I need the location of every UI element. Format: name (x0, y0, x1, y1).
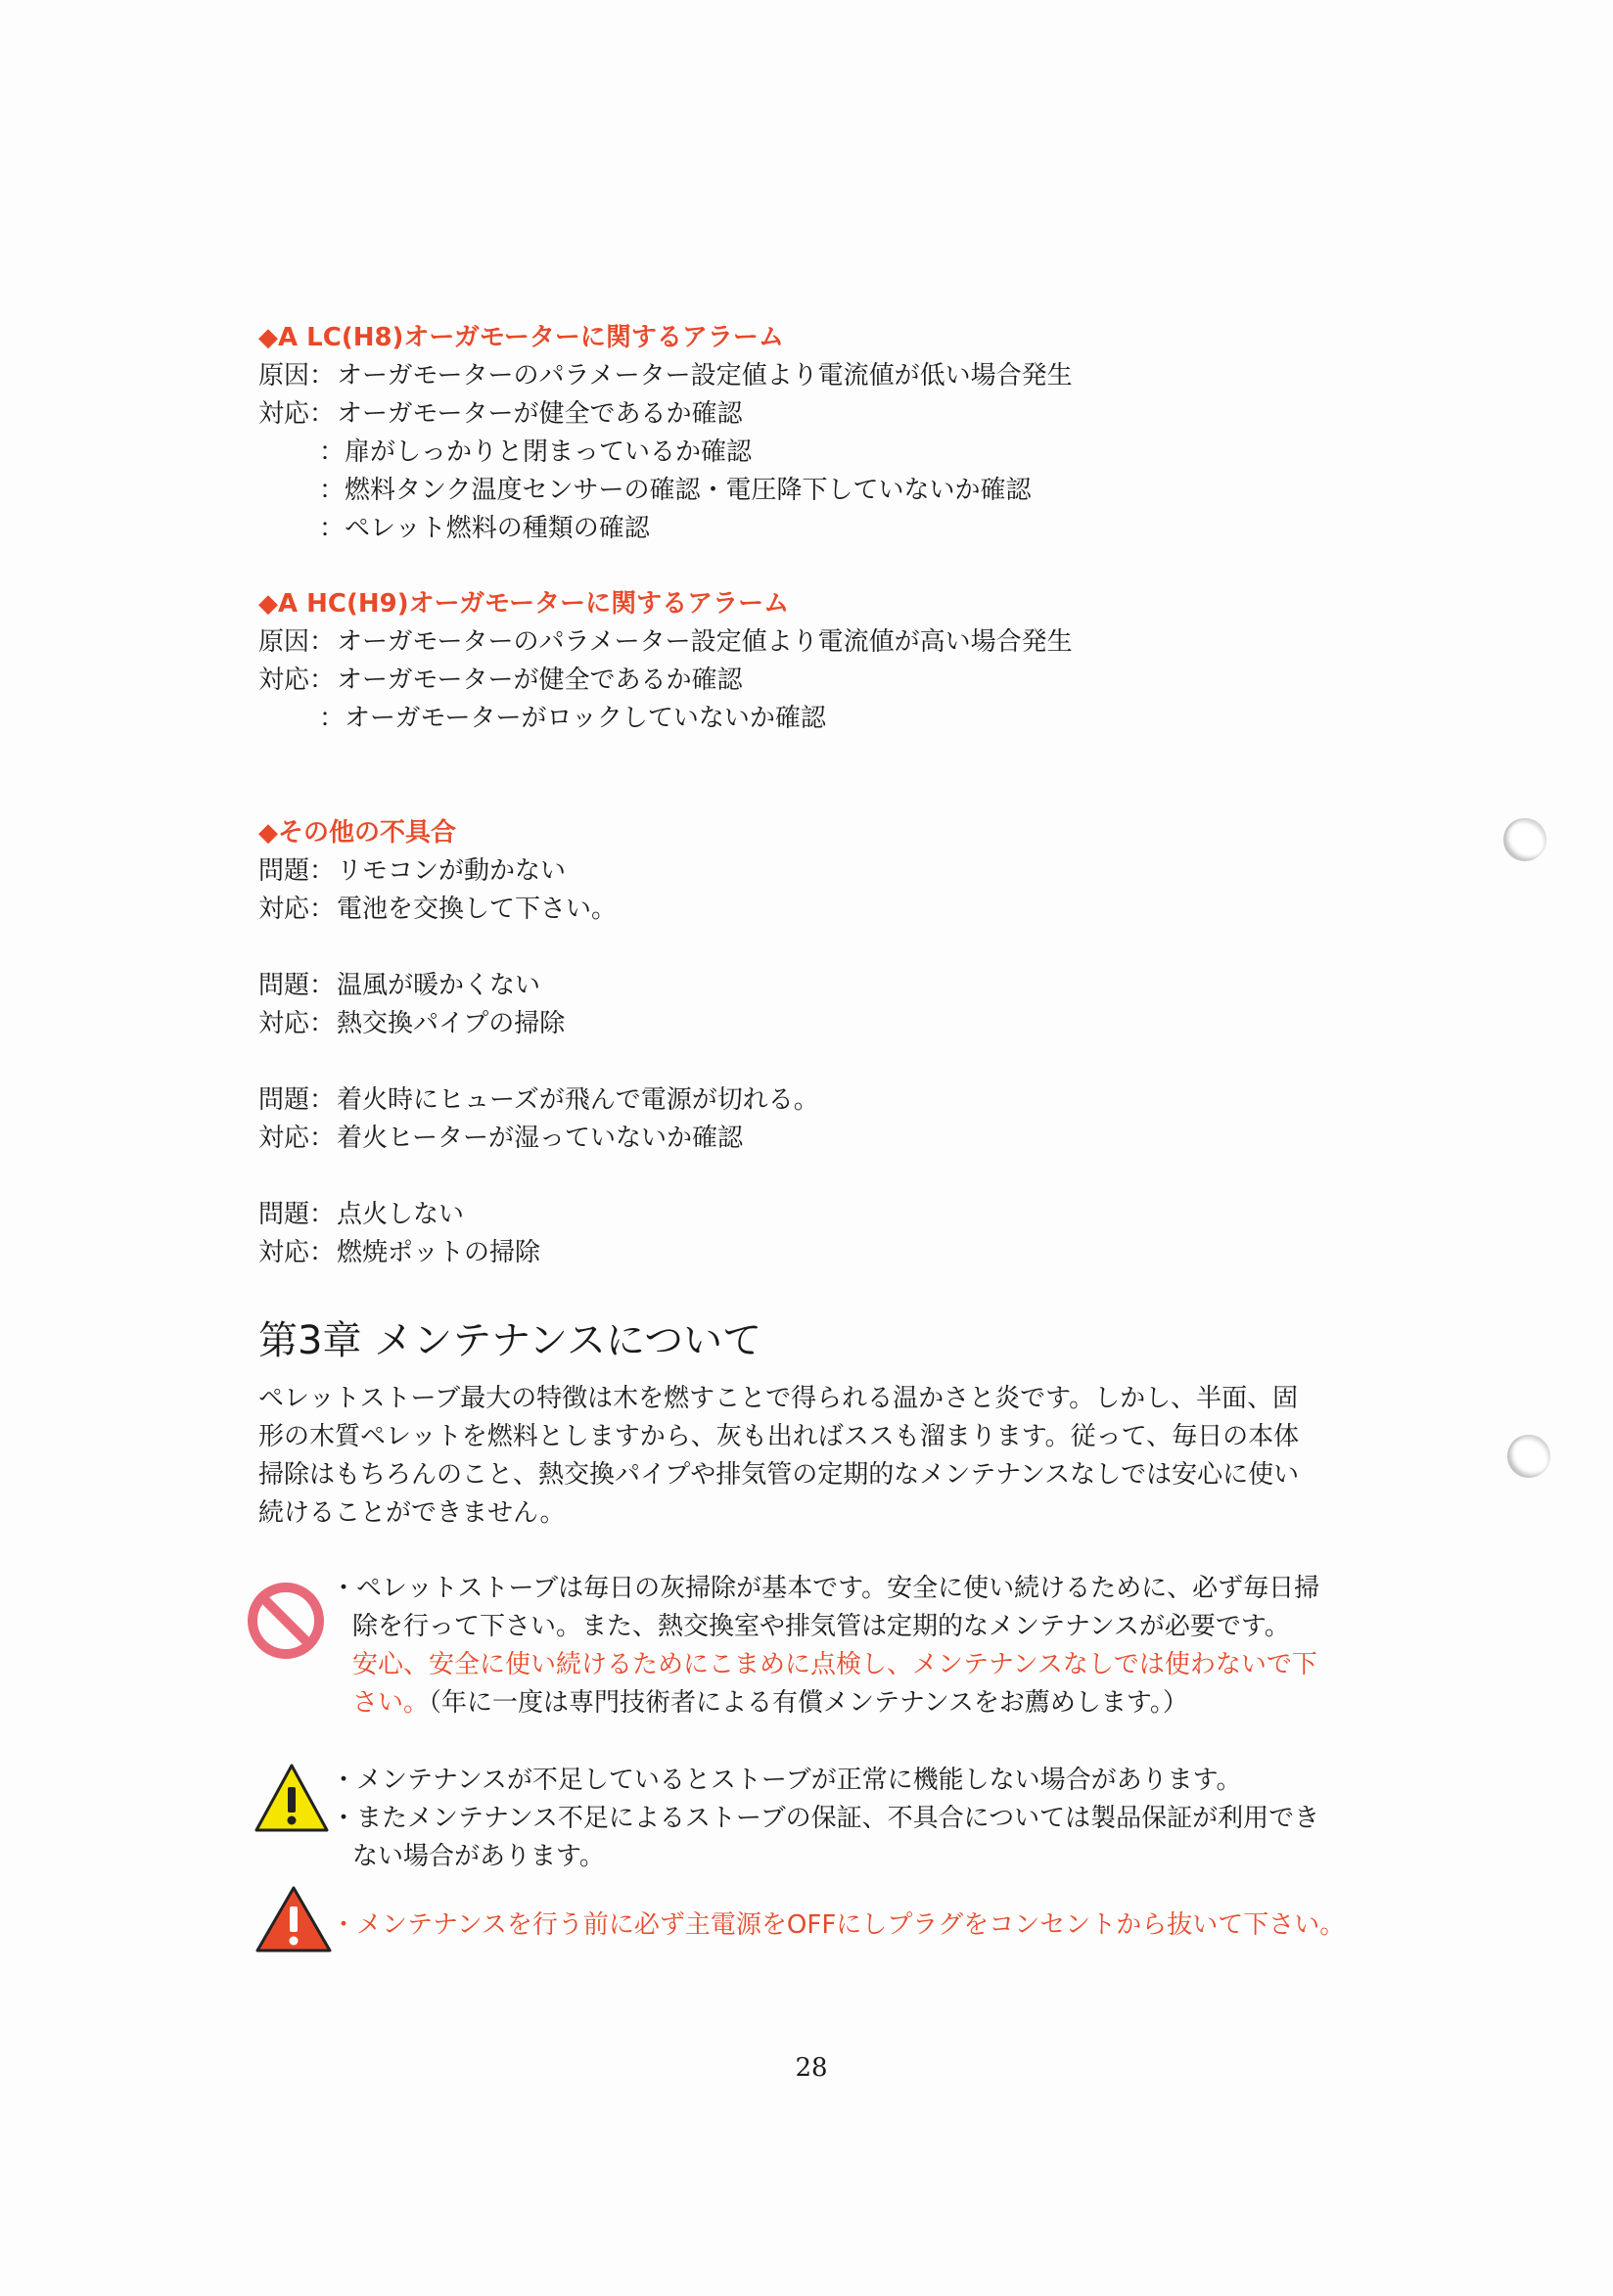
notice-line: 除を行って下さい。また、熱交換室や排気管は定期的なメンテナンスが必要です。 (352, 1612, 1290, 1641)
action-text: 電池を交換して下さい。 (337, 895, 618, 924)
prohibition-icon (247, 1582, 325, 1660)
problem-label: 問題： (258, 971, 336, 1000)
problem-label: 問題： (258, 856, 336, 886)
chapter-title: 第3章 メンテナンスについて (258, 1318, 762, 1363)
section-other-problems (258, 814, 1374, 1272)
paragraph-line: ペレットストーブ最大の特徴は木を燃すことで得られる温かさと炎です。しかし、半面、固 (258, 1384, 1299, 1413)
action-label: 対応： (258, 895, 336, 924)
caution-icon (253, 1762, 331, 1834)
paragraph-line: 掃除はもちろんのこと、熱交換パイプや排気管の定期的なメンテナンスなしでは安心に使い (258, 1460, 1300, 1490)
action-text: オーガモーターが健全であるか確認 (337, 666, 743, 695)
notice-note: （年に一度は専門技術者による有償メンテナンスをお薦めします。） (429, 1688, 1188, 1718)
problem-row (258, 852, 1374, 891)
action-text: ：扉がしっかりと閉まっているか確認 (319, 437, 753, 467)
action-label: 対応： (258, 399, 336, 429)
caution-notice (247, 1762, 1382, 1889)
prohibit-notice (247, 1570, 1382, 1736)
problem-label: 問題： (258, 1085, 336, 1115)
notice-red-line: 安心、安全に使い続けるためにこまめに点検し、メンテナンスなしでは使わないで下 (352, 1650, 1317, 1679)
section-hc-title: ◆A HC(H9)オーガモーターに関するアラーム (258, 589, 790, 619)
page-number: 28 (795, 2053, 828, 2083)
punch-hole (1507, 1435, 1550, 1478)
action-text: オーガモーターが健全であるか確認 (337, 399, 743, 429)
action-row (258, 1234, 1374, 1272)
notice-line: ・メンテナンスを行う前に必ず主電源をOFFにしプラグをコンセントから抜いて下さい。 (331, 1910, 1346, 1940)
notice-line: ・またメンテナンス不足によるストーブの保証、不具合については製品保証が利用でき (331, 1804, 1320, 1833)
action-label: 対応： (258, 1009, 336, 1038)
action-label: 対応： (258, 666, 336, 695)
problem-text: 温風が暖かくない (337, 971, 541, 1000)
spacer (258, 929, 1374, 967)
cause-row (258, 357, 1374, 395)
action-label: 対応： (258, 1124, 336, 1153)
cause-label: 原因： (258, 627, 336, 657)
section-other-title: ◆その他の不具合 (258, 818, 456, 848)
notice-line: ない場合があります。 (352, 1842, 605, 1871)
action-row (258, 891, 1374, 929)
problem-text: 点火しない (337, 1200, 465, 1229)
problem-text: 着火時にヒューズが飛んで電源が切れる。 (337, 1085, 819, 1115)
cause-label: 原因： (258, 361, 336, 390)
section-lc-alarm (258, 319, 1374, 548)
action-label: 対応： (258, 1238, 336, 1267)
problem-label: 問題： (258, 1200, 336, 1229)
action-text: ：ペレット燃料の種類の確認 (319, 514, 650, 543)
action-text: ：オーガモーターがロックしていないか確認 (319, 704, 826, 733)
problem-text: リモコンが動かない (337, 856, 567, 886)
notice-line: ・メンテナンスが不足しているとストーブが正常に機能しない場合があります。 (331, 1766, 1242, 1795)
prohibit-text (331, 1570, 1368, 1722)
action-text: 熱交換パイプの掃除 (337, 1009, 566, 1038)
caution-text (331, 1762, 1368, 1876)
section-hc-alarm (258, 585, 1374, 738)
cause-text: オーガモーターのパラメーター設定値より電流値が高い場合発生 (337, 627, 1073, 657)
cause-row (258, 623, 1374, 662)
problem-row (258, 1196, 1374, 1234)
section-lc-title: ◆A LC(H8)オーガモーターに関するアラーム (258, 323, 784, 352)
warning-icon (254, 1885, 333, 1953)
chapter-paragraph (258, 1380, 1364, 1533)
notice-red-text: さい。 (352, 1688, 430, 1718)
paragraph-line: 続けることができません。 (258, 1498, 566, 1528)
action-text: 燃焼ポットの掃除 (337, 1238, 541, 1267)
cause-text: オーガモーターのパラメーター設定値より電流値が低い場合発生 (337, 361, 1073, 390)
action-row (258, 662, 1374, 700)
notice-line: ・ペレットストーブは毎日の灰掃除が基本です。安全に使い続けるために、必ず毎日掃 (331, 1574, 1320, 1603)
warning-notice (247, 1885, 1382, 1963)
action-row (258, 1120, 1374, 1158)
action-text: ：燃料タンク温度センサーの確認・電圧降下していないか確認 (319, 476, 1032, 505)
problem-row (258, 967, 1374, 1005)
action-text: 着火ヒーターが湿っていないか確認 (337, 1124, 743, 1153)
punch-hole (1503, 818, 1546, 861)
action-row (258, 1005, 1374, 1043)
spacer (258, 1158, 1374, 1196)
action-row (258, 395, 1374, 434)
paragraph-line: 形の木質ペレットを燃料としますから、灰も出ればススも溜まります。従って、毎日の本体 (258, 1422, 1300, 1451)
warning-text (331, 1906, 1368, 1945)
notice-mixed-line (331, 1684, 1368, 1722)
spacer (258, 1043, 1374, 1081)
problem-row (258, 1081, 1374, 1120)
